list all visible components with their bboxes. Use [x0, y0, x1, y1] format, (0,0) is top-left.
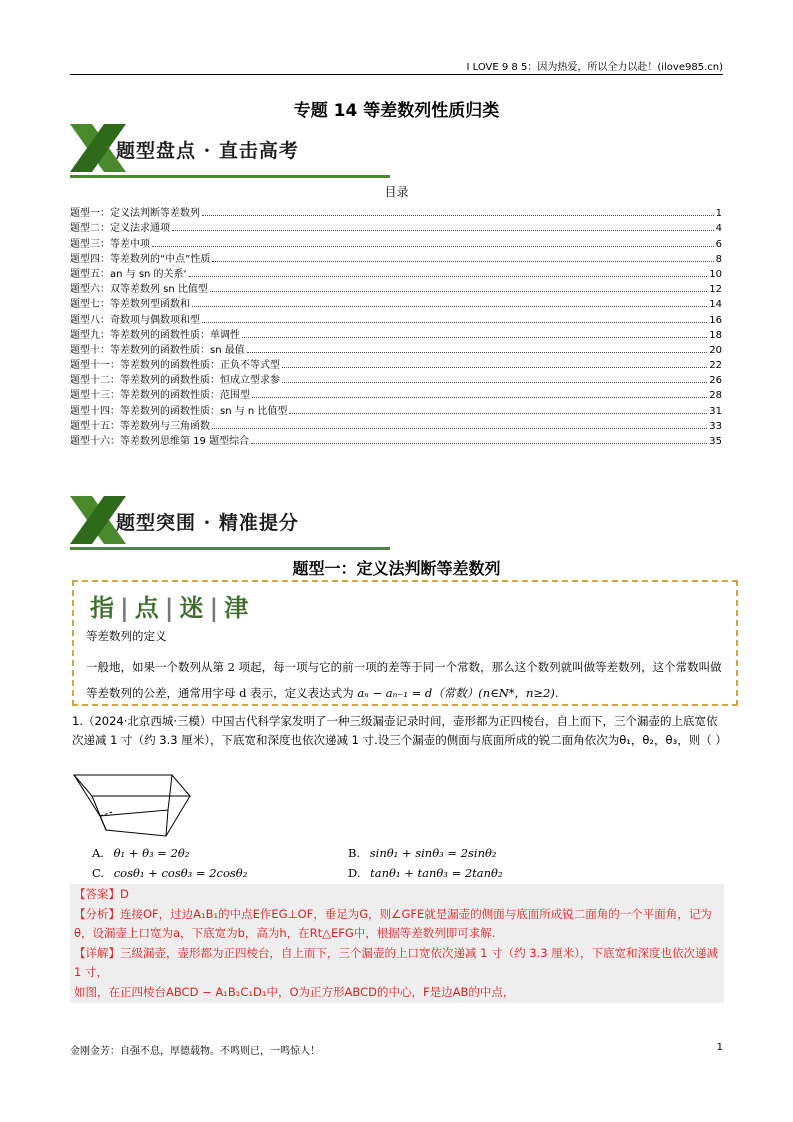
toc-item-page: 14 — [709, 299, 722, 311]
toc-item-label: 题型三：等差中项 — [70, 238, 150, 250]
analysis-line — [74, 905, 720, 944]
option-b — [348, 846, 497, 860]
option-key: D. — [348, 866, 361, 880]
answer-block — [70, 884, 724, 1003]
banner-overview-title: 题型盘点 · 直击高考 — [116, 140, 299, 162]
tip-char: 迷 — [179, 593, 204, 622]
banner-breakthrough — [70, 494, 390, 552]
toc-leader-dots — [202, 322, 707, 323]
toc-item-label: 题型十二：等差数列的函数性质：恒成立型求参 — [70, 375, 280, 387]
header-divider — [70, 74, 723, 75]
toc-item[interactable] — [70, 371, 722, 386]
toc-item-page: 12 — [709, 284, 722, 296]
toc-item-label: 题型四：等差数列的“中点”性质 — [70, 253, 211, 265]
toc-item-label: 题型九：等差数列的函数性质：单调性 — [70, 329, 240, 341]
toc-leader-dots — [210, 291, 707, 292]
tip-body — [86, 654, 726, 706]
toc-leader-dots — [212, 428, 707, 429]
toc-item-label: 题型十五：等差数列与三角函数 — [70, 420, 210, 432]
answer-line — [74, 885, 720, 905]
toc-item[interactable] — [70, 326, 722, 341]
page-footer — [70, 1042, 723, 1057]
answer-value: D — [120, 887, 129, 901]
analysis-label: 【分析】 — [74, 906, 120, 921]
question-text: 1.（2024·北京西城·三模）中国古代科学家发明了一种三级漏壶记录时间，壶形都为正四棱台，自上而下，三个漏壶的上底宽依次递减 1 寸（约 3.3 厘米），下底宽和深度也依次递减 1 寸.设三个漏壶的侧面与底面所成的锐二面角依次为θ₁，θ₂，θ₃，则（ ） — [72, 714, 727, 747]
page-header: I LOVE 9 8 5：因为热爱，所以全力以赴！(ilove985.cn) — [466, 62, 723, 73]
toc-leader-dots — [289, 413, 707, 414]
tip-char: 津 — [224, 593, 249, 622]
answer-label: 【答案】 — [74, 887, 120, 901]
banner-overview — [70, 122, 390, 180]
toc-leader-dots — [247, 352, 708, 353]
tip-heading: 指 | 点 | 迷 | 津 — [90, 593, 249, 622]
toc-leader-dots — [172, 230, 714, 231]
toc-item[interactable] — [70, 356, 722, 371]
toc-item-page: 1 — [715, 208, 722, 220]
banner-underline — [70, 175, 390, 178]
toc-item-page: 28 — [709, 390, 722, 402]
toc-item-label: 题型六：双等差数列 sn 比值型 — [70, 284, 208, 296]
toc-item-label: 题型八：奇数项与偶数项和型 — [70, 314, 200, 326]
page-number: 1 — [716, 1042, 723, 1053]
option-text: sinθ₁ + sinθ₃ = 2sinθ₂ — [369, 846, 497, 860]
toc-item[interactable] — [70, 401, 722, 416]
toc-item[interactable] — [70, 417, 722, 432]
toc-item-page: 16 — [709, 314, 722, 326]
toc-item-label: 题型七：等差数列型函数和 — [70, 299, 190, 311]
option-key: C. — [92, 866, 105, 880]
toc-heading: 目录 — [384, 185, 409, 199]
option-a — [92, 846, 189, 860]
toc-item[interactable] — [70, 204, 722, 219]
option-c — [92, 866, 247, 880]
toc-leader-dots — [202, 215, 714, 216]
banner-underline — [70, 547, 390, 550]
toc-item-label: 题型二：定义法求通项 — [70, 223, 170, 235]
toc-item-label: 题型五：an 与 sn 的关系‘ — [70, 268, 187, 280]
tip-char: 指 — [90, 593, 114, 622]
toc-item[interactable] — [70, 341, 722, 356]
toc-item-page: 8 — [715, 253, 722, 265]
section-title: 题型一：定义法判断等差数列 — [292, 559, 501, 578]
tip-subtitle: 等差数列的定义 — [86, 629, 167, 643]
toc-item[interactable] — [70, 265, 722, 280]
toc-item[interactable] — [70, 295, 722, 310]
option-text: tanθ₁ + tanθ₃ = 2tanθ₂ — [370, 866, 503, 880]
detail-label: 【详解】 — [74, 945, 120, 960]
toc-item-page: 26 — [709, 375, 722, 387]
toc-item-page: 10 — [709, 268, 722, 280]
toc-item[interactable] — [70, 432, 722, 447]
toc-item-label: 题型十：等差数列的函数性质：sn 最值 — [70, 344, 245, 356]
toc-leader-dots — [192, 306, 707, 307]
toc-item[interactable] — [70, 310, 722, 325]
frustum-figure — [72, 770, 194, 842]
toc-leader-dots — [242, 337, 707, 338]
toc-item[interactable] — [70, 280, 722, 295]
analysis-text: 连接OF，过边A₁B₁的中点E作EG⊥OF，垂足为G，则∠GFE就是漏壶的侧面与底面所成锐二面角的一个平面角，记为θ，设漏壶上口宽为a，下底宽为b，高为h，在Rt△EFG中，根据等差数列即可求解. — [74, 906, 712, 940]
toc-item[interactable] — [70, 386, 722, 401]
toc-item-page: 35 — [709, 436, 722, 447]
detail-line — [74, 944, 720, 983]
toc-item-page: 22 — [709, 360, 722, 372]
toc-item-label: 题型十四：等差数列的函数性质：sn 与 n 比值型 — [70, 405, 288, 417]
detail-text: 三级漏壶，壶形都为正四棱台，自上而下，三个漏壶的上口宽依次递减 1 寸（约 3.3 厘米），下底宽和深度也依次递减 1 寸， — [74, 945, 718, 979]
option-text: cosθ₁ + cosθ₃ = 2cosθ₂ — [113, 866, 248, 880]
document-title: 专题 14 等差数列性质归类 — [293, 101, 500, 121]
tip-formula: aₙ − aₙ₋₁ = d（常数）(n∈N*，n≥2). — [357, 686, 559, 700]
toc-item-page: 31 — [709, 405, 722, 417]
toc-item-label: 题型十六：等差数列思维第 19 题型综合 — [70, 436, 250, 447]
toc-leader-dots — [212, 261, 713, 262]
option-key: B. — [348, 846, 361, 860]
table-of-contents — [70, 204, 722, 447]
toc-item[interactable] — [70, 250, 722, 265]
toc-item-label: 题型十一：等差数列的函数性质：正负不等式型 — [70, 360, 280, 372]
tip-char: 点 — [134, 593, 159, 622]
toc-item-label: 题型一：定义法判断等差数列 — [70, 208, 200, 220]
tip-text: 一般地，如果一个数列从第 2 项起，每一项与它的前一项的差等于同一个常数，那么这个数列就叫做等差数列，这个常数叫做等差数列的公差，通常用字母 d 表示，定义表达式为 — [86, 660, 722, 700]
toc-leader-dots — [282, 382, 707, 383]
toc-item-page: 20 — [709, 344, 722, 356]
tip-box — [72, 580, 738, 706]
toc-item-label: 题型十三：等差数列的函数性质：范围型 — [70, 390, 250, 402]
toc-item-page: 33 — [709, 420, 722, 432]
toc-leader-dots — [252, 397, 707, 398]
toc-item-page: 18 — [709, 329, 722, 341]
option-key: A. — [92, 846, 104, 860]
toc-leader-dots — [282, 367, 707, 368]
option-d — [348, 866, 503, 880]
toc-leader-dots — [189, 276, 708, 277]
toc-item-page: 6 — [715, 238, 722, 250]
option-text: θ₁ + θ₃ = 2θ₂ — [113, 846, 190, 860]
toc-item-page: 4 — [715, 223, 722, 235]
toc-item[interactable] — [70, 234, 722, 249]
toc-leader-dots — [251, 443, 707, 444]
toc-leader-dots — [152, 246, 714, 247]
banner-breakthrough-title: 题型突围 · 精准提分 — [116, 512, 299, 534]
detail-line-2: 如图，在正四棱台ABCD − A₁B₁C₁D₁中，O为正方形ABCD的中心，F是边AB的中点， — [74, 984, 515, 999]
toc-item[interactable] — [70, 219, 722, 234]
footer-motto: 金刚金芳：自强不息，厚德载物。不鸣则已，一鸣惊人！ — [70, 1046, 320, 1057]
